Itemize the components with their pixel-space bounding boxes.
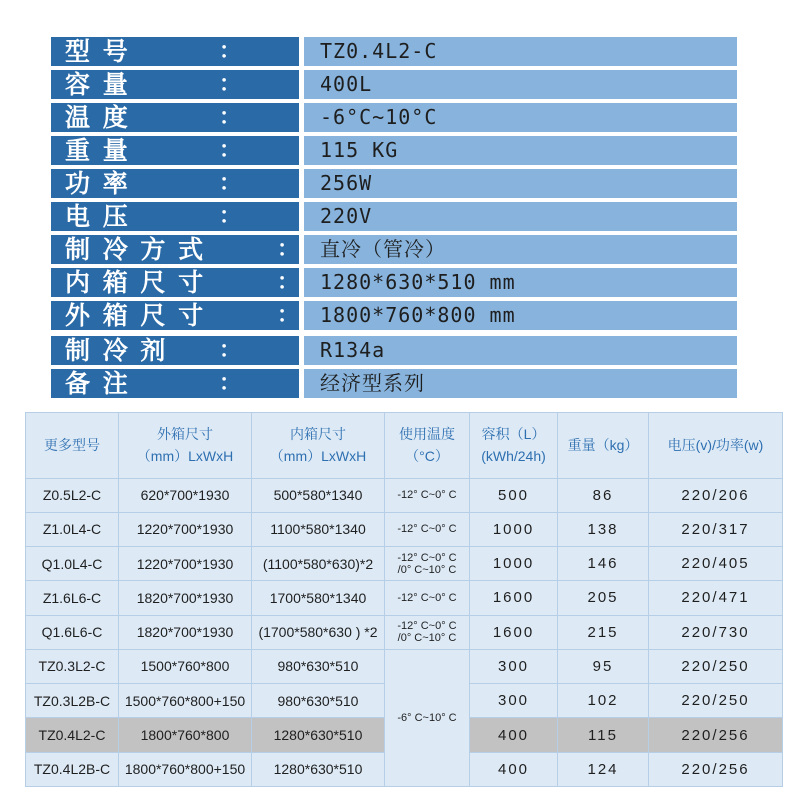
spec-row-cooling-method <box>51 235 737 264</box>
header-line: 内箱尺寸 <box>290 426 346 443</box>
spec-colon: ： <box>277 270 300 295</box>
spec-colon: ： <box>277 303 300 328</box>
temp-line: -12° C~0° C <box>397 620 457 633</box>
spec-row-capacity <box>51 70 737 99</box>
header-inner-size <box>252 413 385 479</box>
cell-power: 220/405 <box>649 547 783 581</box>
header-model: 更多型号 <box>26 413 119 479</box>
cell-capacity: 400 <box>470 718 558 752</box>
cell-capacity: 300 <box>470 649 558 683</box>
cell-inner-size: 980*630*510 <box>252 684 385 718</box>
cell-model: TZ0.4L2-C <box>26 718 119 752</box>
cell-weight: 205 <box>558 581 649 615</box>
spec-label: 重 量 <box>51 136 299 165</box>
spec-value: 256W <box>304 169 737 198</box>
spec-colon: ： <box>219 371 242 396</box>
cell-weight: 138 <box>558 512 649 546</box>
table-row <box>26 547 783 581</box>
cell-temperature <box>385 547 470 581</box>
spec-label: 功 率 <box>51 169 299 198</box>
spec-colon: ： <box>277 237 300 262</box>
cell-weight: 146 <box>558 547 649 581</box>
cell-model: Q1.0L4-C <box>26 547 119 581</box>
spec-value: -6°C~10°C <box>304 103 737 132</box>
spec-colon: ： <box>219 39 242 64</box>
cell-model: TZ0.3L2B-C <box>26 684 119 718</box>
spec-label: 制 冷 方 式 <box>51 235 299 264</box>
cell-power: 220/250 <box>649 684 783 718</box>
table-row <box>26 649 783 683</box>
table-header-row <box>26 413 783 479</box>
cell-weight: 102 <box>558 684 649 718</box>
model-comparison-table <box>25 412 783 787</box>
spec-colon: ： <box>219 338 242 363</box>
cell-power: 220/256 <box>649 752 783 786</box>
spec-label: 备 注 <box>51 369 299 398</box>
header-power: 电压(v)/功率(w) <box>649 413 783 479</box>
cell-power: 220/317 <box>649 512 783 546</box>
cell-power: 220/250 <box>649 649 783 683</box>
spec-row-temperature <box>51 103 737 132</box>
spec-value: R134a <box>304 336 737 365</box>
cell-weight: 215 <box>558 615 649 649</box>
spec-colon: ： <box>219 105 242 130</box>
cell-model: Z1.0L4-C <box>26 512 119 546</box>
cell-capacity: 400 <box>470 752 558 786</box>
spec-value: 经济型系列 <box>304 369 737 398</box>
cell-model: TZ0.4L2B-C <box>26 752 119 786</box>
table-row <box>26 512 783 546</box>
header-line: （mm）LxWxH <box>269 448 367 465</box>
cell-inner-size: 980*630*510 <box>252 649 385 683</box>
table-row <box>26 581 783 615</box>
cell-inner-size: 1100*580*1340 <box>252 512 385 546</box>
cell-outer-size: 1500*760*800 <box>119 649 252 683</box>
spec-label: 型 号 <box>51 37 299 66</box>
temp-line: /0° C~10° C <box>397 632 457 645</box>
cell-outer-size: 1800*760*800+150 <box>119 752 252 786</box>
cell-temperature: -12° C~0° C <box>385 581 470 615</box>
spec-value: 1280*630*510 mm <box>304 268 737 297</box>
spec-label: 电 压 <box>51 202 299 231</box>
spec-row-power <box>51 169 737 198</box>
cell-inner-size: 1280*630*510 <box>252 752 385 786</box>
spec-label: 温 度 <box>51 103 299 132</box>
spec-value: 直冷（管冷） <box>304 235 737 264</box>
cell-outer-size: 1220*700*1930 <box>119 547 252 581</box>
spec-value: 400L <box>304 70 737 99</box>
header-weight: 重量（kg） <box>558 413 649 479</box>
cell-outer-size: 620*700*1930 <box>119 478 252 512</box>
spec-value: TZ0.4L2-C <box>304 37 737 66</box>
cell-power: 220/206 <box>649 478 783 512</box>
cell-inner-size: 500*580*1340 <box>252 478 385 512</box>
cell-outer-size: 1800*760*800 <box>119 718 252 752</box>
cell-capacity: 1600 <box>470 581 558 615</box>
cell-weight: 115 <box>558 718 649 752</box>
header-line: 外箱尺寸 <box>157 426 213 443</box>
spec-colon: ： <box>219 72 242 97</box>
cell-model: Z1.6L6-C <box>26 581 119 615</box>
temp-line: /0° C~10° C <box>397 563 457 576</box>
spec-colon: ： <box>219 171 242 196</box>
header-line: 容积（L） <box>481 426 546 443</box>
table-row <box>26 615 783 649</box>
cell-inner-size: (1700*580*630 ) *2 <box>252 615 385 649</box>
cell-weight: 95 <box>558 649 649 683</box>
cell-temperature: -12° C~0° C <box>385 478 470 512</box>
spec-row-inner-size <box>51 268 737 297</box>
spec-value: 115 KG <box>304 136 737 165</box>
cell-capacity: 1600 <box>470 615 558 649</box>
spec-row-outer-size <box>51 301 737 330</box>
temp-line: -12° C~0° C <box>397 551 457 564</box>
spec-value: 1800*760*800 mm <box>304 301 737 330</box>
cell-model: TZ0.3L2-C <box>26 649 119 683</box>
cell-capacity: 1000 <box>470 512 558 546</box>
cell-capacity: 1000 <box>470 547 558 581</box>
cell-power: 220/471 <box>649 581 783 615</box>
header-line: 使用温度 <box>399 426 455 443</box>
cell-temperature-merged: -6° C~10° C <box>385 649 470 786</box>
header-capacity <box>470 413 558 479</box>
header-temperature <box>385 413 470 479</box>
spec-row-weight <box>51 136 737 165</box>
header-line: (kWh/24h) <box>481 448 546 465</box>
spec-value: 220V <box>304 202 737 231</box>
cell-outer-size: 1220*700*1930 <box>119 512 252 546</box>
cell-outer-size: 1820*700*1930 <box>119 581 252 615</box>
spec-row-model <box>51 37 737 66</box>
cell-model: Q1.6L6-C <box>26 615 119 649</box>
spec-colon: ： <box>219 204 242 229</box>
spec-row-refrigerant <box>51 336 737 365</box>
cell-power: 220/256 <box>649 718 783 752</box>
cell-inner-size: (1100*580*630)*2 <box>252 547 385 581</box>
cell-inner-size: 1280*630*510 <box>252 718 385 752</box>
cell-temperature: -12° C~0° C <box>385 512 470 546</box>
spec-row-voltage <box>51 202 737 231</box>
table-row <box>26 478 783 512</box>
cell-outer-size: 1500*760*800+150 <box>119 684 252 718</box>
header-line: （mm）LxWxH <box>136 448 234 465</box>
spec-label: 内 箱 尺 寸 <box>51 268 299 297</box>
cell-capacity: 500 <box>470 478 558 512</box>
cell-weight: 86 <box>558 478 649 512</box>
spec-label: 外 箱 尺 寸 <box>51 301 299 330</box>
spec-label: 容 量 <box>51 70 299 99</box>
cell-weight: 124 <box>558 752 649 786</box>
cell-power: 220/730 <box>649 615 783 649</box>
spec-sheet <box>51 37 737 398</box>
spec-row-remarks <box>51 369 737 398</box>
header-outer-size <box>119 413 252 479</box>
spec-label: 制 冷 剂 <box>51 336 299 365</box>
cell-capacity: 300 <box>470 684 558 718</box>
cell-model: Z0.5L2-C <box>26 478 119 512</box>
spec-colon: ： <box>219 138 242 163</box>
cell-outer-size: 1820*700*1930 <box>119 615 252 649</box>
cell-temperature <box>385 615 470 649</box>
header-line: （°C） <box>405 448 449 465</box>
cell-inner-size: 1700*580*1340 <box>252 581 385 615</box>
